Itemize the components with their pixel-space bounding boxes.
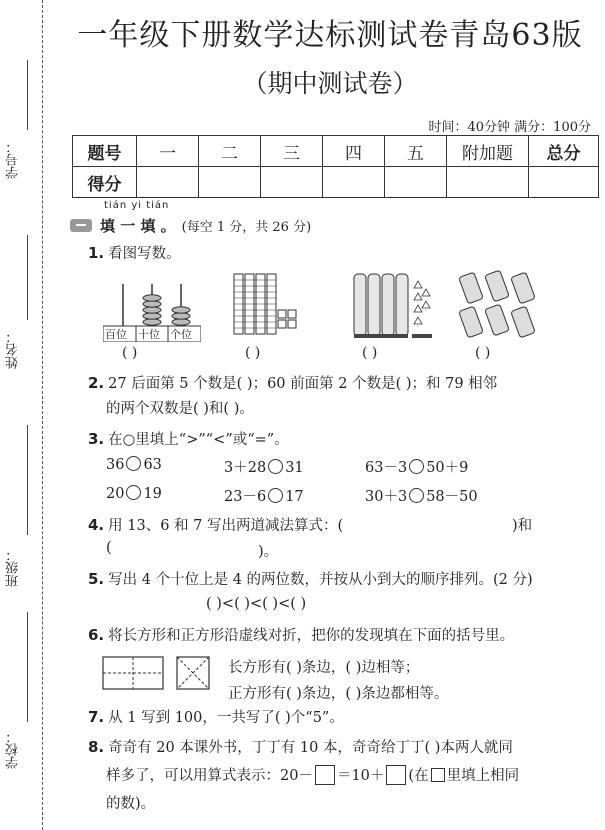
answer-paren: ( ) [122,345,138,361]
answer-paren: ( ) [475,345,491,361]
rectangle-figure [102,656,164,690]
table-cell: 一 [137,136,199,167]
class-label: 班级： [6,548,21,587]
question-6 [88,622,514,649]
compare-item: 63－3 50＋9 [365,460,469,476]
question-6-line-1: 长方形有( )条边，( )边相等； [228,660,420,676]
question-text: 从 1 写到 100，一共写了( )个“5”。 [108,710,344,726]
answer-paren: ( ) [362,345,378,361]
compare-item: 20 19 [106,486,162,502]
student-no-label: 学号： [6,140,21,179]
question-text: 用 13、6 和 7 写出两道减法算式：( [108,518,344,534]
cube-blocks-picture [230,270,300,340]
blank-circle-icon[interactable] [409,488,424,503]
table-cell: 二 [199,136,261,167]
table-cell: 五 [385,136,447,167]
question-number: 5. [88,570,105,588]
school-label: 学校： [6,730,21,769]
question-8-line-3: 的数)。 [106,796,156,812]
blank-circle-icon[interactable] [126,485,141,500]
question-text: 将长方形和正方形沿虚线对折，把你的发现填在下面的括号里。 [108,628,515,644]
score-table-header-row [73,136,599,167]
question-5 [88,566,533,593]
blank-circle-icon[interactable] [409,459,424,474]
section-one-badge-icon [70,219,92,232]
question-8 [88,734,513,761]
compare-item: 23－6 17 [224,489,304,505]
compare-item: 30＋3 58－50 [365,489,478,505]
score-cell [137,167,199,198]
section-title: 填 一 填 。 [100,217,176,235]
question-7 [88,704,344,731]
school-line [27,612,28,722]
question-number: 1. [88,244,105,262]
compare-item: 3＋28 31 [224,460,304,476]
binding-line [42,0,43,830]
blank-box[interactable] [386,765,406,785]
section-pinyin: tián yi tián [104,200,170,211]
question-number: 3. [88,430,105,448]
table-cell: 总分 [529,136,599,167]
page-subtitle: （期中测试卷） [242,69,418,98]
table-cell: 四 [323,136,385,167]
section-heading [70,215,311,236]
question-2 [88,370,497,397]
abacus-label: 十位 [138,328,160,341]
question-text: 写出 4 个十位上是 4 的两位数，并按从小到大的顺序排列。(2 分) [108,572,533,588]
score-cell [199,167,261,198]
blank-circle-icon[interactable] [268,488,283,503]
score-cell [447,167,529,198]
blank-box-icon [431,768,445,782]
class-line [27,425,28,535]
order-answer: ( )<( )<( )<( ) [206,596,307,612]
student-no-line [27,60,28,130]
square-figure [176,656,210,690]
question-text: 在○里填上“>”“<”或“=”。 [108,432,289,448]
question-1 [88,240,181,267]
blank-circle-icon[interactable] [268,459,283,474]
table-cell: 三 [261,136,323,167]
score-cell [261,167,323,198]
name-line [27,235,28,320]
score-cell [529,167,599,198]
question-4-line2-end: )。 [258,544,279,560]
page-title: 一年级下册数学达标测试卷青岛63版 [77,18,583,53]
question-4 [88,512,343,539]
score-table [72,135,599,198]
blank-circle-icon[interactable] [126,456,141,471]
question-number: 2. [88,374,105,392]
question-2-line-2: 的两个双数是( )和( )。 [106,401,254,417]
question-number: 7. [88,708,105,726]
abacus-label: 个位 [170,328,192,341]
score-cell [385,167,447,198]
answer-paren: ( ) [245,345,261,361]
table-cell: 题号 [73,136,137,167]
abacus-label: 百位 [105,328,127,341]
score-table-score-row [73,167,599,198]
exam-meta: 时间：40分钟 满分：100分 [428,120,591,135]
table-cell: 附加题 [447,136,529,167]
question-number: 6. [88,626,105,644]
question-8-line-2: 样多了，可以用算式表示：20－ ＝10＋ (在 里填上相同 [106,764,519,785]
question-4-line2-start: ( [106,540,112,556]
question-text: 看图写数。 [108,246,181,262]
question-text: 27 后面第 5 个数是( )；60 前面第 2 个数是( )；和 79 相邻 [108,376,498,392]
stick-tens-picture [455,270,540,342]
score-cell [323,167,385,198]
question-3 [88,426,289,453]
question-6-line-2: 正方形有( )条边，( )条边都相等。 [228,686,449,702]
stick-bundles-picture [350,268,435,342]
blank-box[interactable] [315,765,335,785]
name-label: 姓名： [6,330,21,369]
question-number: 8. [88,738,105,756]
question-4-line1-end: )和 [512,518,533,534]
question-number: 4. [88,516,105,534]
question-text: 奇奇有 20 本课外书，丁丁有 10 本，奇奇给丁丁( )本两人就同 [108,740,513,756]
abacus-picture [103,276,201,342]
section-note: (每空 1 分，共 26 分) [181,220,312,235]
table-cell: 得分 [73,167,137,198]
compare-item: 36 63 [106,457,162,473]
